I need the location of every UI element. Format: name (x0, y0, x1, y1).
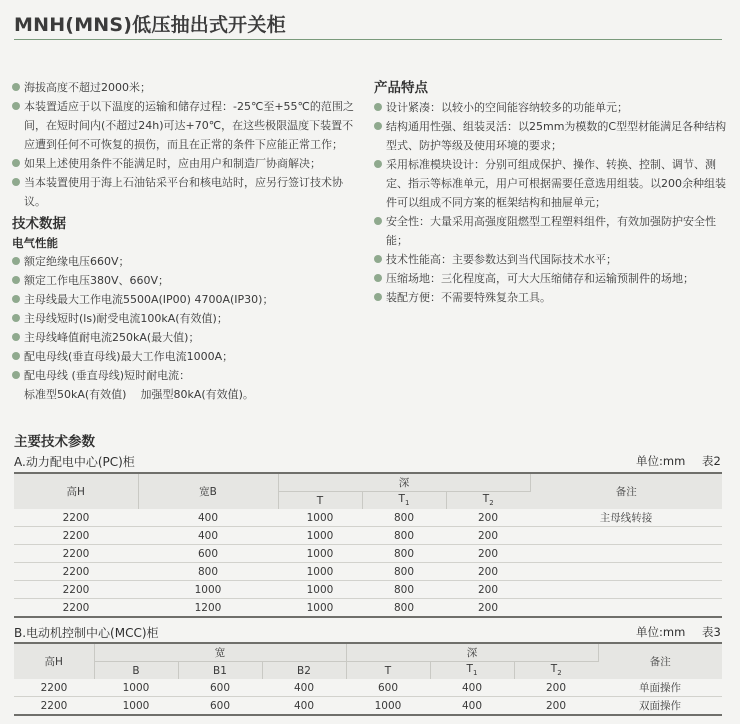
list-item (12, 271, 362, 290)
pc-cabinet-table (14, 472, 722, 618)
header-text: T (398, 493, 405, 506)
table-body (14, 509, 722, 617)
section-heading: 主要技术参数 (14, 434, 95, 450)
header-subscript: 1 (472, 669, 478, 678)
table-cell: 2200 (14, 697, 94, 716)
bullet-icon (12, 352, 20, 360)
list-item-text: 当本装置使用于海上石油钻采平台和核电站时，应另行签订技术协议。 (24, 176, 343, 208)
column-header: T (278, 492, 362, 510)
table-cell: 400 (430, 697, 514, 716)
bullet-icon (12, 314, 20, 322)
list-item-text: 如果上述使用条件不能满足时，应由用户和制造厂协商解决； (24, 157, 321, 170)
list-item-text: 采用标准模块设计：分别可组成保护、操作、转换、控制、调节、测定、指示等标准单元，用户可根据需要任意选用组装。以200余种组装件可以组成不同方案的框架结构和抽屉单元； (386, 158, 726, 209)
bullet-icon (12, 159, 20, 167)
column-header: B2 (262, 662, 346, 680)
table-unit: 单位:mm (636, 454, 686, 468)
table-cell (530, 581, 722, 599)
header-text: T (550, 663, 558, 676)
table-cell: 800 (362, 545, 446, 563)
table-cell: 600 (178, 697, 262, 716)
table-cell: 800 (362, 509, 446, 527)
list-item (374, 98, 729, 117)
table-cell (530, 563, 722, 581)
table-cell: 1000 (278, 527, 362, 545)
table-cell: 1000 (278, 581, 362, 599)
bullet-icon (374, 274, 382, 282)
column-header: B1 (178, 662, 262, 680)
mcc-cabinet-table (14, 642, 722, 716)
table-row (14, 599, 722, 618)
bullet-icon (374, 293, 382, 301)
page-title: MNH(MNS)低压抽出式开关柜 (14, 14, 286, 36)
list-item-continuation: 标准型50kA(有效值) 加强型80kA(有效值)。 (24, 388, 254, 401)
table-row (14, 527, 722, 545)
list-item (12, 328, 362, 347)
table-row (14, 545, 722, 563)
list-item-text: 安全性：大量采用高强度阻燃型工程塑料组件，有效加强防护安全性能； (386, 215, 716, 247)
table-cell: 主母线转接 (530, 509, 722, 527)
list-item (12, 97, 362, 154)
title-divider (14, 39, 722, 40)
bullet-icon (374, 255, 382, 263)
table-cell: 200 (446, 527, 530, 545)
list-item (12, 252, 362, 271)
list-item (12, 154, 362, 173)
list-item (12, 173, 362, 211)
bullet-icon (12, 371, 20, 379)
table-cell: 200 (446, 509, 530, 527)
table-row (14, 697, 722, 716)
table-cell: 1000 (138, 581, 278, 599)
table-cell: 2200 (14, 599, 138, 618)
list-item (12, 290, 362, 309)
tech-data-section (12, 214, 362, 404)
bullet-icon (12, 102, 20, 110)
table-cell: 200 (446, 581, 530, 599)
list-item-text: 海拔高度不超过2000米； (24, 81, 151, 94)
list-item-text: 设计紧凑：以较小的空间能容纳较多的功能单元； (386, 101, 628, 114)
table-cell: 1000 (94, 697, 178, 716)
list-item (12, 78, 362, 97)
bullet-icon (374, 217, 382, 225)
column-header: 高H (14, 643, 94, 679)
column-header: B (94, 662, 178, 680)
table-row (14, 581, 722, 599)
column-header: 深 (346, 643, 598, 662)
table-cell (530, 545, 722, 563)
table-number: 表2 (702, 454, 721, 468)
table-cell: 800 (362, 599, 446, 618)
table-title: A.动力配电中心(PC)柜 (14, 455, 135, 469)
list-item-text: 本装置适应于以下温度的运输和储存过程：-25℃至+55℃的范围之间，在短时间内(不超过24h)可达+70℃，在这些极限温度下装置不应遭到任何不可恢复的损伤，而且在正常的条件下应能正常工作； (24, 100, 354, 151)
conditions-list (12, 78, 362, 211)
table-body (14, 679, 722, 715)
table-cell: 400 (138, 509, 278, 527)
column-header (362, 492, 446, 510)
bullet-icon (12, 257, 20, 265)
table-row (14, 509, 722, 527)
bullet-icon (12, 276, 20, 284)
table-cell: 1000 (278, 563, 362, 581)
bullet-icon (12, 295, 20, 303)
list-item (12, 309, 362, 328)
header-subscript: 2 (557, 669, 562, 678)
table-cell: 800 (362, 581, 446, 599)
list-item (12, 347, 362, 366)
list-item (374, 212, 729, 250)
table-cell: 400 (262, 697, 346, 716)
table-cell: 2200 (14, 581, 138, 599)
table-cell: 200 (446, 563, 530, 581)
bullet-icon (374, 103, 382, 111)
table-cell: 200 (514, 697, 598, 716)
table-cell: 1000 (94, 679, 178, 697)
list-item (374, 117, 729, 155)
table-cell: 1000 (278, 509, 362, 527)
list-item-text: 额定工作电压380V、660V； (24, 274, 170, 287)
table-row (14, 679, 722, 697)
list-item (374, 288, 729, 307)
bullet-icon (374, 160, 382, 168)
list-item (12, 366, 362, 385)
list-item-text: 压缩场地：三化程度高，可大大压缩储存和运输预制件的场地； (386, 272, 694, 285)
list-item-text: 主母线短时(ls)耐受电流100kA(有效值)； (24, 312, 228, 325)
column-header: 宽B (138, 473, 278, 509)
table-cell: 600 (138, 545, 278, 563)
bullet-icon (12, 333, 20, 341)
column-header: 备注 (598, 643, 722, 679)
table-cell: 400 (262, 679, 346, 697)
column-header: 深 (278, 473, 530, 492)
bullet-icon (12, 83, 20, 91)
column-header (430, 662, 514, 680)
column-header (446, 492, 530, 510)
table-title: B.电动机控制中心(MCC)柜 (14, 626, 159, 640)
list-item-text: 主母线最大工作电流5500A(IP00) 4700A(IP30)； (24, 293, 274, 306)
column-header: 高H (14, 473, 138, 509)
table-cell: 1000 (278, 599, 362, 618)
list-item-text: 主母线峰值耐电流250kA(最大值)； (24, 331, 200, 344)
table-cell: 600 (346, 679, 430, 697)
table-row (14, 563, 722, 581)
header-text: T (466, 663, 473, 676)
bullet-icon (374, 122, 382, 130)
table-unit: 单位:mm (636, 625, 686, 639)
bullet-icon (12, 178, 20, 186)
list-item (374, 269, 729, 288)
table-cell (530, 599, 722, 618)
table-cell: 双面操作 (598, 697, 722, 716)
table-cell: 200 (446, 545, 530, 563)
list-item-text: 额定绝缘电压660V； (24, 255, 130, 268)
header-text: T (482, 493, 490, 506)
table-cell: 2200 (14, 545, 138, 563)
table-cell: 400 (138, 527, 278, 545)
column-header (514, 662, 598, 680)
column-header: 宽 (94, 643, 346, 662)
column-header: T (346, 662, 430, 680)
list-item-text: 技术性能高：主要参数达到当代国际技术水平； (386, 253, 617, 266)
list-item-text: 配电母线 (垂直母线)短时耐电流： (24, 369, 191, 382)
table-cell: 600 (178, 679, 262, 697)
list-item-text: 配电母线(垂直母线)最大工作电流1000A； (24, 350, 234, 363)
table-number: 表3 (702, 625, 721, 639)
table-cell (530, 527, 722, 545)
table-cell: 800 (362, 563, 446, 581)
table-cell: 1000 (346, 697, 430, 716)
table-cell: 2200 (14, 563, 138, 581)
list-item-text: 结构通用性强、组装灵活：以25mm为模数的C型型材能满足各种结构型式、防护等级及使用环境的要求； (386, 120, 727, 152)
table-cell: 1000 (278, 545, 362, 563)
section-heading: 技术数据 (12, 216, 66, 232)
section-heading: 产品特点 (374, 80, 428, 96)
header-subscript: 2 (489, 499, 494, 508)
list-item-text: 装配方便：不需要特殊复杂工具。 (386, 291, 551, 304)
header-subscript: 1 (404, 499, 410, 508)
list-item (374, 250, 729, 269)
table-cell: 400 (430, 679, 514, 697)
table-cell: 800 (362, 527, 446, 545)
table-cell: 1200 (138, 599, 278, 618)
table-cell: 单面操作 (598, 679, 722, 697)
subsection-heading: 电气性能 (12, 236, 58, 250)
list-item (374, 155, 729, 212)
table-cell: 200 (446, 599, 530, 618)
table-cell: 2200 (14, 527, 138, 545)
table-cell: 2200 (14, 509, 138, 527)
table-cell: 200 (514, 679, 598, 697)
table-cell: 800 (138, 563, 278, 581)
column-header: 备注 (530, 473, 722, 509)
features-section (374, 78, 729, 307)
table-cell: 2200 (14, 679, 94, 697)
